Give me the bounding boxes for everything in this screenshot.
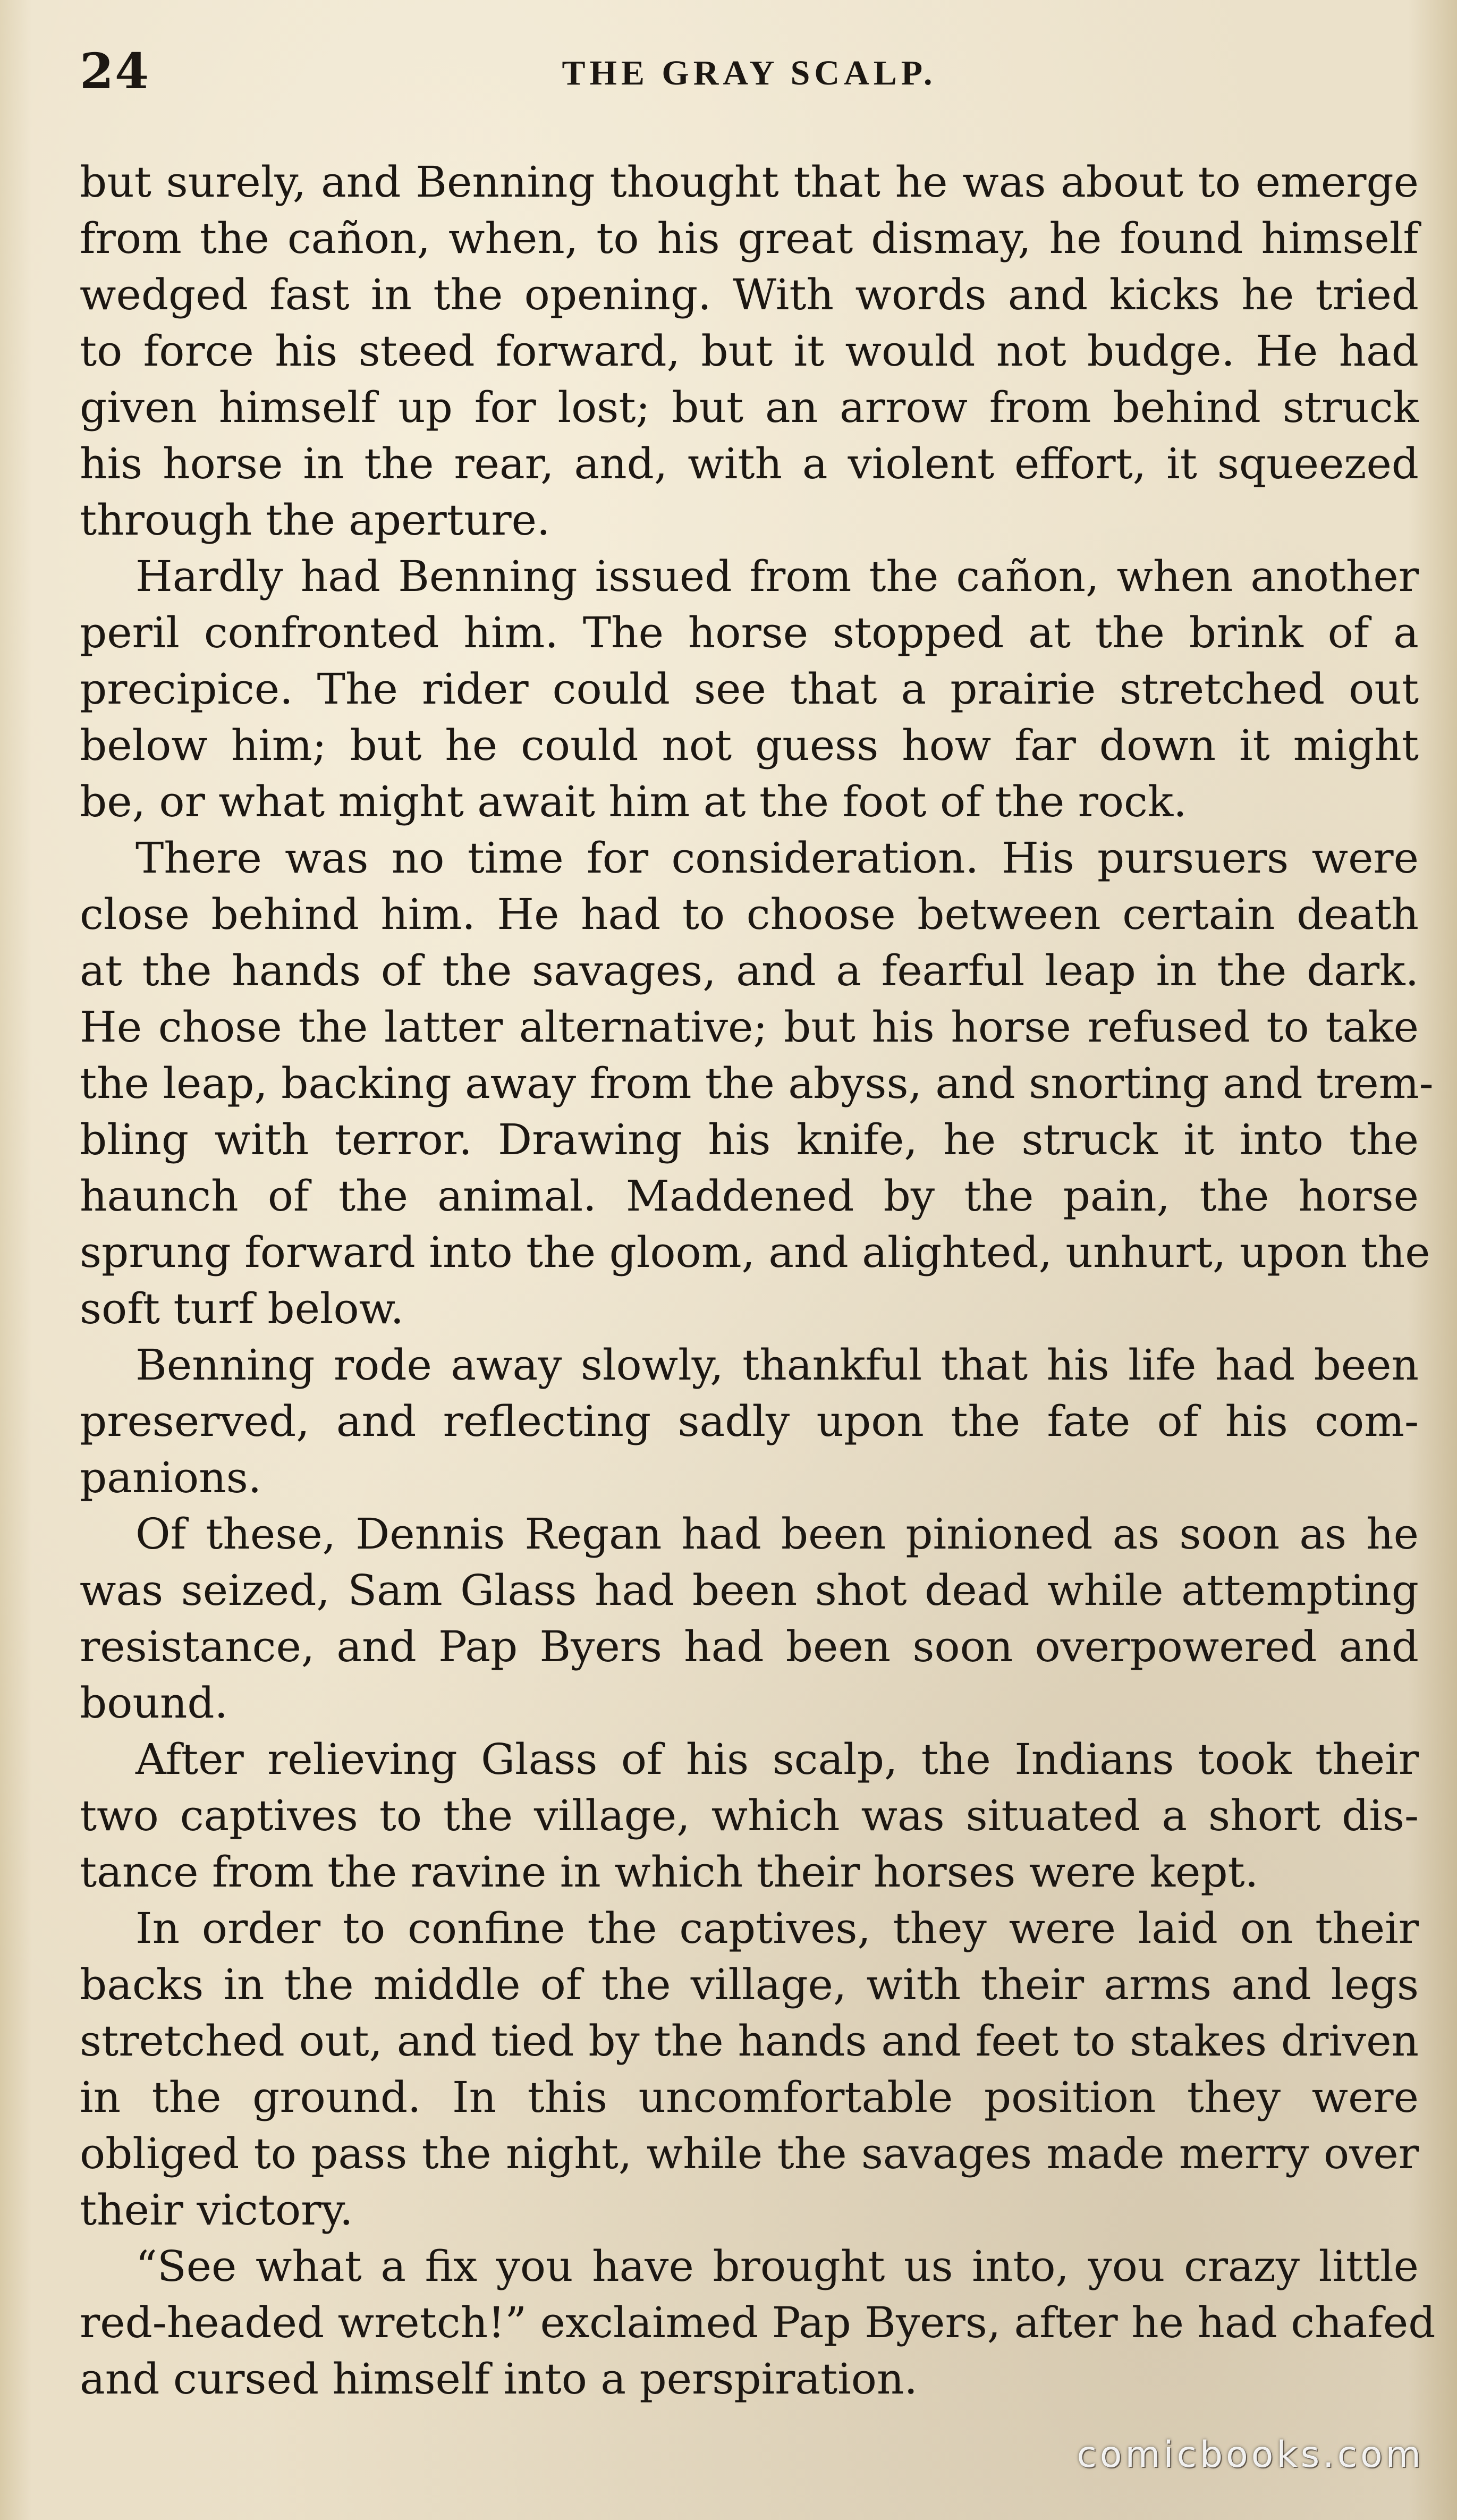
text-line: Hardly had Benning issued from the cañon, when another [135, 552, 1419, 601]
text-line: obliged to pass the night, while the savages made merry over [80, 2129, 1419, 2178]
text-line: bound. [80, 1678, 228, 1728]
text-line: wedged fast in the opening. With words and kicks he tried [80, 270, 1419, 319]
text-line: haunch of the animal. Maddened by the pain, the horse [80, 1171, 1419, 1221]
text-line: tance from the ravine in which their horses were kept. [80, 1847, 1259, 1897]
text-line: Of these, Dennis Regan had been pinioned as soon as he [135, 1509, 1419, 1559]
text-line: red-headed wretch!” exclaimed Pap Byers, after he had chafed [80, 2298, 1436, 2347]
text-line: his horse in the rear, and, with a violent effort, it squeezed [80, 439, 1419, 488]
text-line: from the cañon, when, to his great dismay, he found himself [80, 214, 1419, 263]
text-line: but surely, and Benning thought that he was about to emerge [80, 157, 1419, 207]
text-line: given himself up for lost; but an arrow from behind struck [80, 383, 1419, 432]
text-line: and cursed himself into a perspiration. [80, 2354, 918, 2404]
text-line: at the hands of the savages, and a fearful leap in the dark. [80, 946, 1419, 995]
text-line: to force his steed forward, but it would not budge. He had [80, 326, 1419, 376]
text-line: preserved, and reflecting sadly upon the fate of his com- [80, 1397, 1419, 1446]
text-line: close behind him. He had to choose between certain death [80, 890, 1419, 939]
text-line: in the ground. In this uncomfortable position they were [80, 2073, 1419, 2122]
text-line: panions. [80, 1453, 262, 1502]
paragraph [80, 1731, 1419, 1900]
text-line: “See what a fix you have brought us into, you crazy little [135, 2242, 1419, 2291]
text-line: through the aperture. [80, 495, 550, 545]
text-line: the leap, backing away from the abyss, and snorting and trem- [80, 1059, 1434, 1108]
text-line: soft turf below. [80, 1284, 404, 1333]
paragraph [80, 2238, 1436, 2407]
text-line: backs in the middle of the village, with their arms and legs [80, 1960, 1419, 2009]
text-line: their victory. [80, 2185, 353, 2235]
text-line: stretched out, and tied by the hands and feet to stakes driven [80, 2016, 1419, 2066]
text-line: peril confronted him. The horse stopped at the brink of a [80, 608, 1419, 657]
running-head: THE GRAY SCALP. [562, 54, 937, 92]
text-line: Benning rode away slowly, thankful that his life had been [135, 1340, 1419, 1390]
text-line: He chose the latter alternative; but his horse refused to take [80, 1002, 1419, 1052]
text-line: resistance, and Pap Byers had been soon overpowered and [80, 1622, 1419, 1671]
body-text [80, 154, 1436, 2407]
text-line: bling with terror. Drawing his knife, he struck it into the [80, 1115, 1419, 1164]
text-line: two captives to the village, which was situated a short dis- [80, 1791, 1419, 1840]
text-line: sprung forward into the gloom, and alighted, unhurt, upon the [80, 1228, 1430, 1277]
watermark: comicbooks.com [1077, 2434, 1424, 2476]
text-line: After relieving Glass of his scalp, the Indians took their [135, 1735, 1419, 1784]
paragraph [80, 1506, 1419, 1731]
paragraph [80, 1900, 1419, 2238]
text-line: In order to confine the captives, they were laid on their [135, 1904, 1419, 1953]
text-line: precipice. The rider could see that a prairie stretched out [80, 664, 1419, 714]
text-line: There was no time for consideration. His pursuers were [135, 833, 1419, 883]
paragraph [80, 830, 1434, 1337]
paragraph [80, 548, 1419, 830]
text-line: be, or what might await him at the foot of the rock. [80, 777, 1187, 826]
page-number: 24 [80, 43, 150, 100]
page-header [80, 37, 1419, 106]
paragraph [80, 1337, 1419, 1506]
text-line: was seized, Sam Glass had been shot dead while attempting [80, 1566, 1419, 1615]
paragraph [80, 154, 1419, 548]
text-line: below him; but he could not guess how far down it might [80, 721, 1419, 770]
